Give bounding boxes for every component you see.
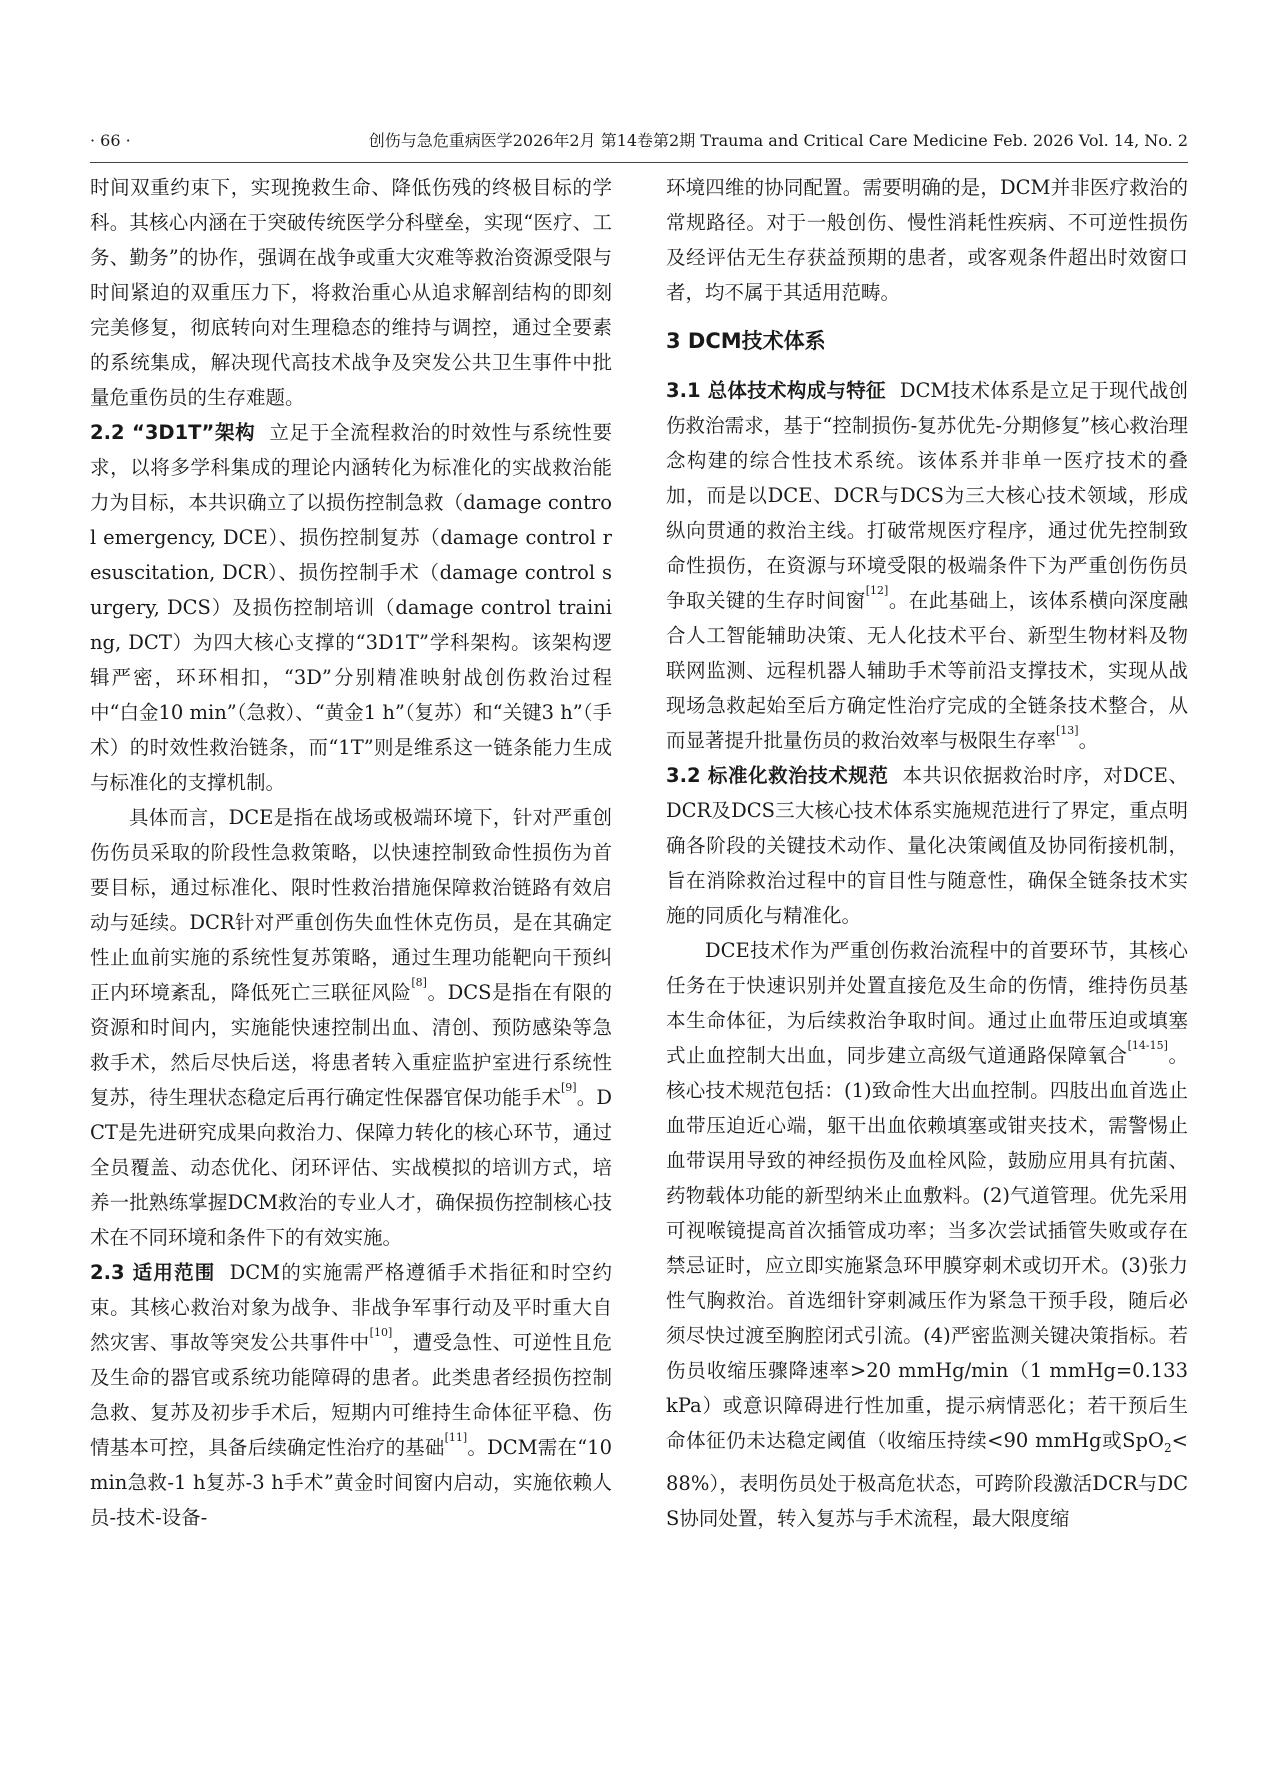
text-run: ，遭受急性、可逆性且危及生命的器官或系统功能障碍的患者。此类患者经损伤控制急救、复苏及初步手术后，短期内可维持生命体征平稳、伤情基本可控，具备后续确定性治疗的基础 xyxy=(90,1331,612,1459)
citation: [8] xyxy=(411,976,427,989)
paragraph xyxy=(666,933,1188,1536)
section-heading: 3.1 总体技术构成与特征 xyxy=(666,379,886,402)
subscript: 2 xyxy=(1164,1440,1172,1455)
section-heading: 3.2 标准化救治技术规范 xyxy=(666,764,889,787)
text-run: 。DCT是先进研究成果向救治力、保障力转化的核心环节，通过全员覆盖、动态优化、闭环评估、实战模拟的培训方式，培养一批熟练掌握DCM救治的专业人才，确保损伤控制核心技术在不同环境和条件下的有效实施。 xyxy=(90,1086,612,1249)
section-2-3 xyxy=(90,1255,612,1535)
text-run: DCM的实施需严格遵循手术指征和时空约束。其核心救治对象为战争、非战争军事行动及平时重大自然灾害、事故等突发公共事件中 xyxy=(90,1261,612,1354)
text-run: 。核心技术规范包括：(1)致命性大出血控制。四肢出血首选止血带压迫近心端，躯干出血依赖填塞或钳夹技术，需警惕止血带误用导致的神经损伤及血栓风险，鼓励应用具有抗菌、药物载体功能的新型纳米止血敷料。(2)气道管理。优先采用可视喉镜提高首次插管成功率；当多次尝试插管失败或存在禁忌证时，应立即实施紧急环甲膜穿刺术或切开术。(3)张力性气胸救治。首选细针穿刺减压作为紧急干预手段，随后必须尽快过渡至胸腔闭式引流。(4)严密监测关键决策指标。若伤员收缩压骤降速率>20 mmHg/min（1 mmHg=0.133 kPa）或意识障碍进行性加重，提示病情恶化；若干预后生命体征仍未达稳定阈值（收缩压持续<90 mmHg或SpO xyxy=(666,1044,1188,1452)
header-rule xyxy=(90,162,1188,163)
text-run: DCM技术体系是立足于现代战创伤救治需求，基于“控制损伤-复苏优先-分期修复”核心救治理念构建的综合性技术系统。该体系并非单一医疗技术的叠加，而是以DCE、DCR与DCS为三大核心技术领域，形成纵向贯通的救治主线。打破常规医疗程序，通过优先控制致命性损伤，在资源与环境受限的极端条件下为严重创伤伤员争取关键的生存时间窗 xyxy=(666,379,1188,612)
section-heading: 2.3 适用范围 xyxy=(90,1261,216,1284)
section-3-2 xyxy=(666,758,1188,933)
section-heading-3: 3 DCM技术体系 xyxy=(666,329,826,353)
journal-title: 创伤与急危重病医学2026年2月 第14卷第2期 Trauma and Critical Care Medicine Feb. 2026 Vol. 14, No. 2 xyxy=(368,131,1188,150)
text-run: 本共识依据救治时序，对DCE、DCR及DCS三大核心技术体系实施规范进行了界定，重点明确各阶段的关键技术动作、量化决策阈值及协同衔接机制，旨在消除救治过程中的盲目性与随意性，确保全链条技术实施的同质化与精准化。 xyxy=(666,764,1188,927)
text-run: DCE技术作为严重创伤救治流程中的首要环节，其核心任务在于快速识别并处置直接危及生命的伤情，维持伤员基本生命体征，为后续救治争取时间。通过止血带压迫或填塞式止血控制大出血，同步建立高级气道通路保障氧合 xyxy=(666,939,1188,1067)
citation: [12] xyxy=(865,584,889,597)
text-run: 具体而言，DCE是指在战场或极端环境下，针对严重创伤伤员采取的阶段性急救策略，以快速控制致命性损伤为首要目标，通过标准化、限时性救治措施保障救治链路有效启动与延续。DCR针对严重创伤失血性休克伤员，是在其确定性止血前实施的系统性复苏策略，通过生理功能靶向干预纠正内环境紊乱，降低死亡三联征风险 xyxy=(90,806,612,1004)
text-run: 。DCM需在“10 min急救-1 h复苏-3 h手术”黄金时间窗内启动，实施依赖人员-技术-设备- xyxy=(90,1436,612,1529)
citation: [14-15] xyxy=(1127,1039,1168,1052)
text-run: 。 xyxy=(1078,729,1099,752)
citation: [13] xyxy=(1056,724,1079,737)
section-heading: 2.2 “3D1T”架构 xyxy=(90,421,256,444)
text-run: 。在此基础上，该体系横向深度融合人工智能辅助决策、无人化技术平台、新型生物材料及物联网监测、远程机器人辅助手术等前沿支撑技术，实现从战现场急救起始至后方确定性治疗完成的全链条技术整合，从而显著提升批量伤员的救治效率与极限生存率 xyxy=(666,589,1188,752)
section-text: 立足于全流程救治的时效性与系统性要求，以将多学科集成的理论内涵转化为标准化的实战救治能力为目标，本共识确立了以损伤控制急救（damage control emergency, DCE）、损伤控制复苏（damage control resuscitation, DCR）、损伤控制手术（damage control surgery, DCS）及损伤控制培训（damage control training, DCT）为四大核心支撑的“3D1T”学科架构。该架构逻辑严密，环环相扣，“3D”分别精准映射战创伤救治过程中“白金10 min”（急救）、“黄金1 h”（复苏）和“关键3 h”（手术）的时效性救治链条，而“1T”则是维系这一链条能力生成与标准化的支撑机制。 xyxy=(90,421,612,794)
running-header xyxy=(90,128,1188,154)
text-run: <88%），表明伤员处于极高危状态，可跨阶段激活DCR与DCS协同处置，转入复苏与手术流程，最大限度缩 xyxy=(666,1429,1188,1530)
paragraph: 时间双重约束下，实现挽救生命、降低伤残的终极目标的学科。其核心内涵在于突破传统医学分科壁垒，实现“医疗、工务、勤务”的协作，强调在战争或重大灾难等救治资源受限与时间紧迫的双重压力下，将救治重心从追求解剖结构的即刻完美修复，彻底转向对生理稳态的维持与调控，通过全要素的系统集成，解决现代高技术战争及突发公共卫生事件中批量危重伤员的生存难题。 xyxy=(90,176,612,409)
left-column xyxy=(90,170,612,1535)
text-run: 。DCS是指在有限的资源和时间内，实施能快速控制出血、清创、预防感染等急救手术，然后尽快后送，将患者转入重症监护室进行系统性复苏，待生理状态稳定后再行确定性保器官保功能手术 xyxy=(90,981,612,1109)
right-column xyxy=(666,170,1188,1536)
paragraph xyxy=(90,800,612,1255)
section-3-1 xyxy=(666,373,1188,758)
citation: [9] xyxy=(561,1081,577,1094)
section-2-2 xyxy=(90,415,612,800)
citation: [11] xyxy=(444,1431,468,1444)
page-number: · 66 · xyxy=(90,131,131,150)
citation: [10] xyxy=(369,1326,393,1339)
paragraph: 环境四维的协同配置。需要明确的是，DCM并非医疗救治的常规路径。对于一般创伤、慢性消耗性疾病、不可逆性损伤及经评估无生存获益预期的患者，或客观条件超出时效窗口者，均不属于其适用范畴。 xyxy=(666,176,1188,304)
